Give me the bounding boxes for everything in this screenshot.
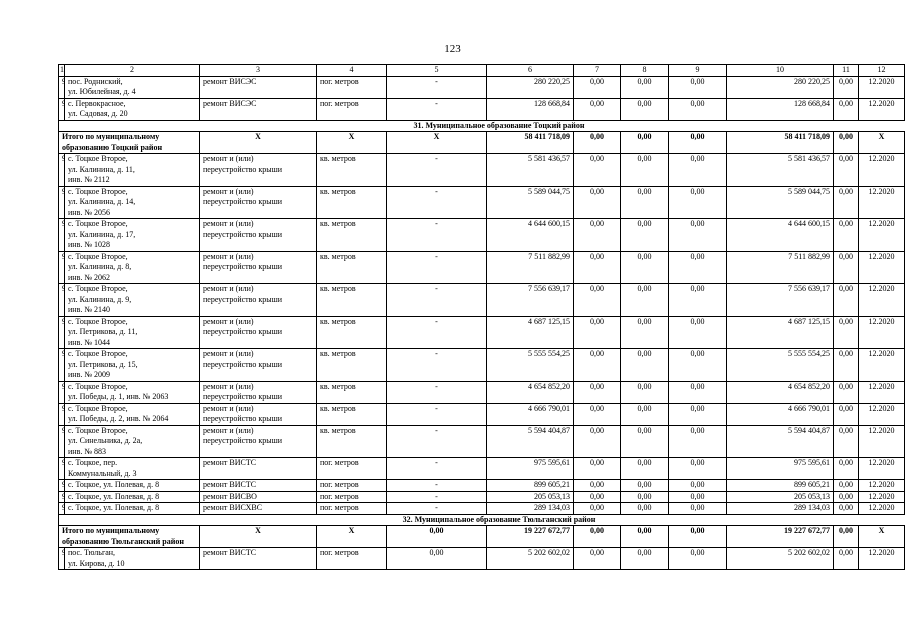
object-address: с. Тоцкое Второе, ул. Победы, д. 1, инв. № 2063 [65, 381, 200, 403]
column-number-2: 2 [65, 65, 200, 77]
object-address: пос. Родниский, ул. Юбилейная, д. 4 [65, 76, 200, 98]
total-cost: 4 644 600,15 [487, 219, 574, 252]
work-type: ремонт и (или) переустройство крыши [200, 316, 317, 349]
col-8-value: 0,00 [621, 548, 669, 570]
col-7-value: 0,00 [574, 251, 621, 284]
object-address: с. Тоцкое Второе, ул. Победы, д. 2, инв. № 2064 [65, 403, 200, 425]
column-number-11: 11 [834, 65, 859, 77]
object-address: с. Тоцкое, пер. Коммунальный, д. 3 [65, 458, 200, 480]
fund-cost: 289 134,03 [727, 503, 834, 515]
col-8-value: 0,00 [621, 403, 669, 425]
total-col-12: X [859, 132, 905, 154]
subtotal-label: Итого по муниципальному образованию Тоцкий район [59, 132, 200, 154]
total-cost: 128 668,84 [487, 98, 574, 120]
unit-of-measure: пог. метров [317, 76, 387, 98]
table-row [59, 425, 905, 458]
total-col-9: 0,00 [669, 526, 727, 548]
unit-of-measure: кв. метров [317, 403, 387, 425]
work-type: ремонт ВИСТС [200, 458, 317, 480]
unit-of-measure: кв. метров [317, 316, 387, 349]
total-cost: 7 511 882,99 [487, 251, 574, 284]
unit-of-measure: кв. метров [317, 251, 387, 284]
col-8-value: 0,00 [621, 219, 669, 252]
fund-cost: 4 644 600,15 [727, 219, 834, 252]
total-col-11: 0,00 [834, 132, 859, 154]
section-title: 32. Муниципальное образование Тюльганский район [59, 514, 905, 526]
object-address: с. Тоцкое, ул. Полевая, д. 8 [65, 480, 200, 492]
work-type: ремонт ВИСЭС [200, 76, 317, 98]
col-8-value: 0,00 [621, 503, 669, 515]
col-11-value: 0,00 [834, 219, 859, 252]
total-cost: 899 605,21 [487, 480, 574, 492]
col-9-value: 0,00 [669, 186, 727, 219]
column-number-8: 8 [621, 65, 669, 77]
work-type: ремонт и (или) переустройство крыши [200, 154, 317, 187]
table-row [59, 98, 905, 120]
fund-cost: 205 053,13 [727, 491, 834, 503]
col-9-value: 0,00 [669, 503, 727, 515]
unit-of-measure: кв. метров [317, 425, 387, 458]
volume: - [387, 425, 487, 458]
object-address: с. Тоцкое Второе, ул. Петрикова, д. 15, инв. № 2009 [65, 349, 200, 382]
total-col-8: 0,00 [621, 132, 669, 154]
object-address: с. Первокрасное, ул. Садовая, д. 20 [65, 98, 200, 120]
col-11-value: 0,00 [834, 284, 859, 317]
column-number-7: 7 [574, 65, 621, 77]
total-cost: 5 594 404,87 [487, 425, 574, 458]
fund-cost: 975 595,61 [727, 458, 834, 480]
unit-of-measure: кв. метров [317, 349, 387, 382]
table-row [59, 316, 905, 349]
total-cost: 7 556 639,17 [487, 284, 574, 317]
object-address: с. Тоцкое, ул. Полевая, д. 8 [65, 503, 200, 515]
completion-date: 12.2020 [859, 154, 905, 187]
col-8-value: 0,00 [621, 251, 669, 284]
subtotal-row [59, 526, 905, 548]
completion-date: 12.2020 [859, 480, 905, 492]
table-row [59, 154, 905, 187]
col-9-value: 0,00 [669, 76, 727, 98]
work-type: ремонт ВИСЭС [200, 98, 317, 120]
total-cost: 205 053,13 [487, 491, 574, 503]
subtotal-row [59, 132, 905, 154]
fund-cost: 4 666 790,01 [727, 403, 834, 425]
work-type: ремонт и (или) переустройство крыши [200, 381, 317, 403]
col-9-value: 0,00 [669, 219, 727, 252]
completion-date: 12.2020 [859, 316, 905, 349]
fund-cost: 4 654 852,20 [727, 381, 834, 403]
table-row [59, 403, 905, 425]
col-7-value: 0,00 [574, 284, 621, 317]
unit-of-measure: пог. метров [317, 98, 387, 120]
volume: - [387, 480, 487, 492]
col-11-value: 0,00 [834, 548, 859, 570]
completion-date: 12.2020 [859, 458, 905, 480]
work-type: ремонт и (или) переустройство крыши [200, 251, 317, 284]
col-7-value: 0,00 [574, 425, 621, 458]
completion-date: 12.2020 [859, 425, 905, 458]
col-7-value: 0,00 [574, 458, 621, 480]
col-11-value: 0,00 [834, 98, 859, 120]
col-8-value: 0,00 [621, 76, 669, 98]
col-7-value: 0,00 [574, 219, 621, 252]
object-address: с. Тоцкое Второе, ул. Калинина, д. 9, инв. № 2140 [65, 284, 200, 317]
col-11-value: 0,00 [834, 403, 859, 425]
volume: - [387, 98, 487, 120]
total-amount: 19 227 672,77 [487, 526, 574, 548]
total-col-5: X [387, 132, 487, 154]
col-11-value: 0,00 [834, 186, 859, 219]
completion-date: 12.2020 [859, 503, 905, 515]
unit-of-measure: кв. метров [317, 219, 387, 252]
row-number [59, 480, 65, 492]
work-type: ремонт и (или) переустройство крыши [200, 186, 317, 219]
col-7-value: 0,00 [574, 548, 621, 570]
fund-cost: 5 202 602,02 [727, 548, 834, 570]
volume: 0,00 [387, 548, 487, 570]
table-row [59, 251, 905, 284]
total-col-12: X [859, 526, 905, 548]
fund-cost: 899 605,21 [727, 480, 834, 492]
col-8-value: 0,00 [621, 491, 669, 503]
unit-of-measure: кв. метров [317, 284, 387, 317]
object-address: с. Тоцкое Второе, ул. Калинина, д. 8, инв. № 2062 [65, 251, 200, 284]
fund-cost: 5 555 554,25 [727, 349, 834, 382]
total-col-4: X [317, 132, 387, 154]
work-type: ремонт ВИСВО [200, 491, 317, 503]
total-col-3: X [200, 132, 317, 154]
work-type: ремонт ВИСТС [200, 480, 317, 492]
work-type: ремонт ВИСХВС [200, 503, 317, 515]
col-11-value: 0,00 [834, 458, 859, 480]
volume: - [387, 316, 487, 349]
col-9-value: 0,00 [669, 381, 727, 403]
col-9-value: 0,00 [669, 548, 727, 570]
col-11-value: 0,00 [834, 154, 859, 187]
total-col-7: 0,00 [574, 526, 621, 548]
col-11-value: 0,00 [834, 251, 859, 284]
table-row [59, 76, 905, 98]
completion-date: 12.2020 [859, 548, 905, 570]
total-col-11: 0,00 [834, 526, 859, 548]
volume: - [387, 76, 487, 98]
col-9-value: 0,00 [669, 251, 727, 284]
col-7-value: 0,00 [574, 98, 621, 120]
fund-cost: 4 687 125,15 [727, 316, 834, 349]
completion-date: 12.2020 [859, 491, 905, 503]
work-type: ремонт и (или) переустройство крыши [200, 284, 317, 317]
volume: - [387, 219, 487, 252]
col-9-value: 0,00 [669, 349, 727, 382]
column-number-6: 6 [487, 65, 574, 77]
object-address: пос. Тюльган, ул. Кирова, д. 10 [65, 548, 200, 570]
col-11-value: 0,00 [834, 349, 859, 382]
col-9-value: 0,00 [669, 480, 727, 492]
volume: - [387, 186, 487, 219]
row-number [59, 491, 65, 503]
col-7-value: 0,00 [574, 76, 621, 98]
table-row [59, 503, 905, 515]
col-11-value: 0,00 [834, 316, 859, 349]
total-cost: 289 134,03 [487, 503, 574, 515]
object-address: с. Тоцкое Второе, ул. Калинина, д. 14, инв. № 2056 [65, 186, 200, 219]
col-9-value: 0,00 [669, 316, 727, 349]
total-cost: 975 595,61 [487, 458, 574, 480]
completion-date: 12.2020 [859, 284, 905, 317]
table-row [59, 491, 905, 503]
fund-cost: 5 589 044,75 [727, 186, 834, 219]
col-8-value: 0,00 [621, 458, 669, 480]
total-amount: 58 411 718,09 [487, 132, 574, 154]
col-8-value: 0,00 [621, 425, 669, 458]
total-col-10: 58 411 718,09 [727, 132, 834, 154]
total-cost: 280 220,25 [487, 76, 574, 98]
total-col-9: 0,00 [669, 132, 727, 154]
column-number-1: 1 [60, 65, 64, 74]
work-type: ремонт и (или) переустройство крыши [200, 219, 317, 252]
col-11-value: 0,00 [834, 76, 859, 98]
col-11-value: 0,00 [834, 425, 859, 458]
work-type: ремонт и (или) переустройство крыши [200, 403, 317, 425]
col-8-value: 0,00 [621, 480, 669, 492]
volume: - [387, 491, 487, 503]
completion-date: 12.2020 [859, 76, 905, 98]
unit-of-measure: пог. метров [317, 491, 387, 503]
col-7-value: 0,00 [574, 503, 621, 515]
column-number-9: 9 [669, 65, 727, 77]
col-7-value: 0,00 [574, 403, 621, 425]
volume: - [387, 154, 487, 187]
col-9-value: 0,00 [669, 425, 727, 458]
unit-of-measure: кв. метров [317, 381, 387, 403]
total-cost: 5 202 602,02 [487, 548, 574, 570]
col-8-value: 0,00 [621, 186, 669, 219]
completion-date: 12.2020 [859, 98, 905, 120]
col-7-value: 0,00 [574, 349, 621, 382]
capital-repair-table [58, 64, 905, 570]
object-address: с. Тоцкое Второе, ул. Петрикова, д. 11, инв. № 1044 [65, 316, 200, 349]
total-col-8: 0,00 [621, 526, 669, 548]
section-header-row [59, 120, 905, 132]
completion-date: 12.2020 [859, 403, 905, 425]
column-number-12: 12 [859, 65, 905, 77]
object-address: с. Тоцкое, ул. Полевая, д. 8 [65, 491, 200, 503]
table-row [59, 548, 905, 570]
volume: - [387, 284, 487, 317]
col-11-value: 0,00 [834, 480, 859, 492]
col-8-value: 0,00 [621, 284, 669, 317]
table-row [59, 458, 905, 480]
table-row [59, 480, 905, 492]
unit-of-measure: пог. метров [317, 480, 387, 492]
total-col-10: 19 227 672,77 [727, 526, 834, 548]
total-col-7: 0,00 [574, 132, 621, 154]
fund-cost: 280 220,25 [727, 76, 834, 98]
volume: - [387, 458, 487, 480]
section-header-row [59, 514, 905, 526]
column-number-5: 5 [387, 65, 487, 77]
fund-cost: 128 668,84 [727, 98, 834, 120]
col-7-value: 0,00 [574, 316, 621, 349]
volume: - [387, 349, 487, 382]
fund-cost: 5 581 436,57 [727, 154, 834, 187]
table-row [59, 284, 905, 317]
col-9-value: 0,00 [669, 458, 727, 480]
completion-date: 12.2020 [859, 349, 905, 382]
total-cost: 4 654 852,20 [487, 381, 574, 403]
subtotal-label: Итого по муниципальному образованию Тюльганский район [59, 526, 200, 548]
col-11-value: 0,00 [834, 381, 859, 403]
completion-date: 12.2020 [859, 186, 905, 219]
work-type: ремонт ВИСТС [200, 548, 317, 570]
unit-of-measure: пог. метров [317, 548, 387, 570]
page-number: 123 [444, 43, 461, 55]
object-address: с. Тоцкое Второе, ул. Калинина, д. 11, инв. № 2112 [65, 154, 200, 187]
col-11-value: 0,00 [834, 491, 859, 503]
col-8-value: 0,00 [621, 98, 669, 120]
fund-cost: 7 511 882,99 [727, 251, 834, 284]
total-col-3: X [200, 526, 317, 548]
col-7-value: 0,00 [574, 154, 621, 187]
col-8-value: 0,00 [621, 154, 669, 187]
fund-cost: 7 556 639,17 [727, 284, 834, 317]
column-number-3: 3 [200, 65, 317, 77]
col-8-value: 0,00 [621, 349, 669, 382]
col-9-value: 0,00 [669, 98, 727, 120]
col-7-value: 0,00 [574, 480, 621, 492]
total-cost: 4 666 790,01 [487, 403, 574, 425]
table-row [59, 186, 905, 219]
col-7-value: 0,00 [574, 491, 621, 503]
unit-of-measure: пог. метров [317, 458, 387, 480]
table-row [59, 381, 905, 403]
total-cost: 4 687 125,15 [487, 316, 574, 349]
col-9-value: 0,00 [669, 284, 727, 317]
total-col-5: 0,00 [387, 526, 487, 548]
section-title: 31. Муниципальное образование Тоцкий район [59, 120, 905, 132]
completion-date: 12.2020 [859, 251, 905, 284]
col-7-value: 0,00 [574, 381, 621, 403]
completion-date: 12.2020 [859, 219, 905, 252]
table-row [59, 349, 905, 382]
col-9-value: 0,00 [669, 403, 727, 425]
unit-of-measure: кв. метров [317, 154, 387, 187]
row-number [59, 503, 65, 515]
volume: - [387, 503, 487, 515]
col-9-value: 0,00 [669, 154, 727, 187]
object-address: с. Тоцкое Второе, ул. Синельника, д. 2а, инв. № 883 [65, 425, 200, 458]
table-row [59, 219, 905, 252]
work-type: ремонт и (или) переустройство крыши [200, 425, 317, 458]
col-8-value: 0,00 [621, 316, 669, 349]
column-number-row [59, 65, 905, 77]
col-7-value: 0,00 [574, 186, 621, 219]
col-11-value: 0,00 [834, 503, 859, 515]
fund-cost: 5 594 404,87 [727, 425, 834, 458]
col-9-value: 0,00 [669, 491, 727, 503]
volume: - [387, 403, 487, 425]
work-type: ремонт и (или) переустройство крыши [200, 349, 317, 382]
total-cost: 5 589 044,75 [487, 186, 574, 219]
volume: - [387, 381, 487, 403]
unit-of-measure: пог. метров [317, 503, 387, 515]
volume: - [387, 251, 487, 284]
column-number-10: 10 [727, 65, 834, 77]
column-number-4: 4 [317, 65, 387, 77]
total-col-4: X [317, 526, 387, 548]
col-8-value: 0,00 [621, 381, 669, 403]
total-cost: 5 581 436,57 [487, 154, 574, 187]
completion-date: 12.2020 [859, 381, 905, 403]
object-address: с. Тоцкое Второе, ул. Калинина, д. 17, инв. № 1028 [65, 219, 200, 252]
total-cost: 5 555 554,25 [487, 349, 574, 382]
unit-of-measure: кв. метров [317, 186, 387, 219]
